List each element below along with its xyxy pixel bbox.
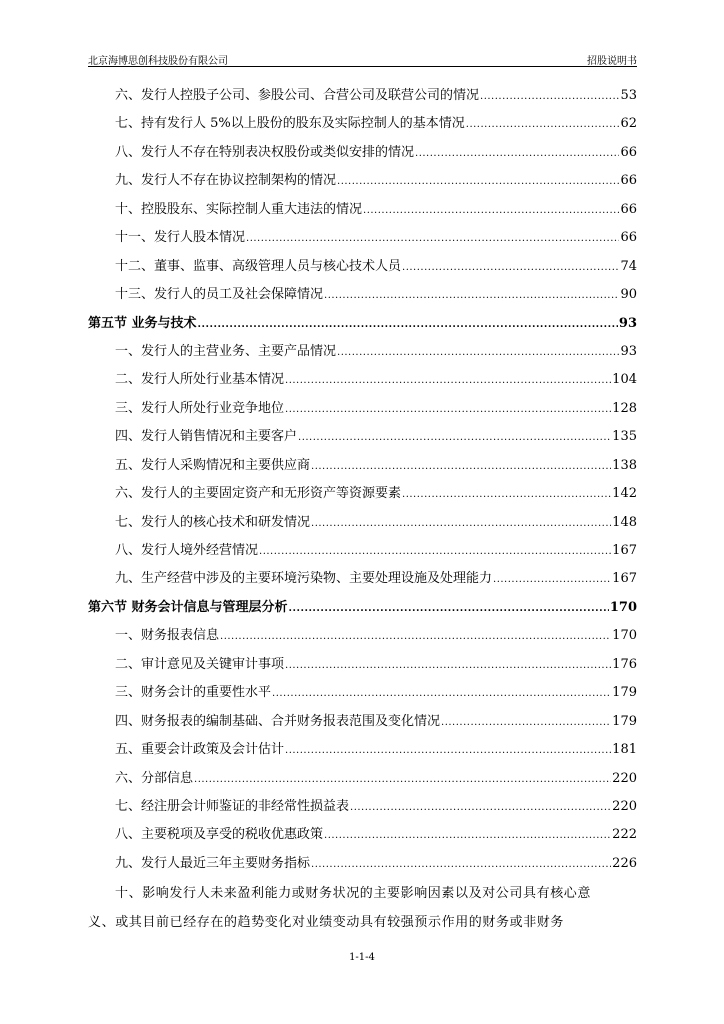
dot-leader	[324, 290, 619, 301]
toc-entry-page-number: 66	[620, 144, 637, 160]
dot-leader	[285, 375, 611, 386]
toc-entry-page-number: 220	[612, 770, 637, 786]
toc-entry[interactable]	[88, 368, 637, 396]
toc-entry-title: 五、发行人采购情况和主要供应商	[115, 457, 311, 473]
toc-entry-title: 十二、董事、监事、高级管理人员与核心技术人员	[115, 258, 402, 274]
toc-entry[interactable]	[88, 511, 637, 539]
toc-entry-page-number: 104	[612, 372, 637, 388]
toc-entry-page-number: 226	[612, 855, 637, 871]
dot-leader	[285, 660, 611, 671]
toc-entry-page-number: 170	[609, 599, 637, 615]
toc-entry[interactable]	[88, 198, 637, 226]
toc-entry-page-number: 179	[612, 685, 637, 701]
dot-leader	[324, 830, 611, 841]
toc-entry-page-number: 128	[612, 400, 637, 416]
toc-entry-title: 七、发行人的核心技术和研发情况	[115, 514, 311, 530]
toc-entry[interactable]	[88, 226, 637, 254]
dot-leader	[402, 262, 619, 273]
toc-entry-title: 八、主要税项及享受的税收优惠政策	[115, 827, 324, 843]
toc-entry[interactable]	[88, 112, 637, 140]
toc-entry-page-number: 142	[612, 486, 637, 502]
toc-entry[interactable]	[88, 141, 637, 169]
toc-entry-title: 十三、发行人的员工及社会保障情况	[115, 287, 324, 303]
dot-leader	[337, 176, 619, 187]
dot-leader	[311, 461, 611, 472]
toc-entry[interactable]	[88, 84, 637, 112]
toc-entry[interactable]	[88, 397, 637, 425]
toc-entry[interactable]	[88, 823, 637, 851]
dot-leader	[272, 688, 611, 699]
toc-entry[interactable]	[88, 255, 637, 283]
toc-entry-title: 八、发行人境外经营情况	[115, 543, 259, 558]
toc-entry-title: 三、财务会计的重要性水平	[115, 685, 272, 701]
toc-entry-title: 六、发行人的主要固定资产和无形资产等资源要素	[115, 486, 402, 502]
toc-entry-title: 八、发行人不存在特别表决权股份或类似安排的情况	[115, 144, 415, 160]
toc-entry[interactable]	[88, 425, 637, 453]
toc-entry[interactable]	[88, 795, 637, 823]
page-header	[88, 50, 637, 67]
toc-entry-page-number: 66	[620, 230, 637, 246]
toc-entry-page-number: 148	[612, 514, 637, 530]
toc-entry-title: 九、发行人不存在协议控制架构的情况	[115, 173, 337, 189]
toc-entry-continued-line1[interactable]: 十、影响发行人未来盈利能力或财务状况的主要影响因素以及对公司具有核心意	[115, 886, 592, 902]
toc-entry[interactable]	[88, 539, 637, 567]
toc-entry-page-number: 74	[620, 258, 637, 274]
toc-entry-page-number: 181	[612, 742, 637, 758]
toc-entry-page-number: 179	[612, 713, 637, 729]
toc-section-heading[interactable]	[88, 312, 637, 340]
toc-entry-page-number: 66	[620, 201, 637, 217]
toc-entry-title: 第五节 业务与技术	[88, 315, 197, 331]
toc-entry[interactable]	[88, 738, 637, 766]
header-document-type: 招股说明书	[587, 56, 637, 67]
dot-leader	[298, 432, 611, 443]
toc-entry-title: 九、生产经营中涉及的主要环境污染物、主要处理设施及处理能力	[115, 571, 493, 587]
dot-leader	[441, 717, 611, 728]
toc-entry-title: 一、财务报表信息	[115, 628, 220, 644]
dot-leader	[415, 148, 619, 159]
toc-entry-title: 四、发行人销售情况和主要客户	[115, 429, 298, 445]
dot-leader	[220, 631, 611, 642]
dot-leader	[246, 233, 619, 244]
toc-entry-page-number: 222	[612, 827, 637, 843]
dot-leader	[480, 91, 619, 102]
dot-leader	[337, 347, 619, 358]
toc-entry-title: 十一、发行人股本情况	[115, 230, 246, 246]
toc-entry-page-number: 62	[620, 116, 637, 132]
toc-entry-page-number: 93	[620, 343, 637, 359]
dot-leader	[311, 859, 611, 870]
page-number: 1-1-4	[349, 952, 375, 963]
toc-entry-title: 第六节 财务会计信息与管理层分析	[88, 599, 288, 615]
toc-entry-title: 五、重要会计政策及会计估计	[115, 742, 285, 758]
toc-entry[interactable]	[88, 482, 637, 510]
toc-entry[interactable]	[88, 454, 637, 482]
toc-entry[interactable]	[88, 624, 637, 652]
dot-leader	[311, 518, 611, 529]
toc-entry-page-number: 167	[612, 543, 637, 558]
toc-entry-title: 二、发行人所处行业基本情况	[115, 372, 285, 388]
toc-entry-title: 九、发行人最近三年主要财务指标	[115, 855, 311, 871]
toc-entry-title: 一、发行人的主营业务、主要产品情况	[115, 343, 337, 359]
toc-entry-title: 七、持有发行人 5%以上股份的股东及实际控制人的基本情况	[115, 116, 465, 132]
dot-leader	[194, 774, 611, 785]
toc-entry[interactable]	[88, 283, 637, 311]
toc-section-heading[interactable]	[88, 596, 637, 624]
header-company-name: 北京海博思创科技股份有限公司	[88, 56, 228, 67]
toc-entry[interactable]	[88, 710, 637, 738]
toc-entry-page-number: 220	[612, 798, 637, 814]
toc-entry-title: 十、控股股东、实际控制人重大违法的情况	[115, 201, 363, 217]
dot-leader	[466, 119, 620, 130]
toc-entry-page-number: 53	[620, 88, 637, 103]
dot-leader	[493, 574, 611, 585]
dot-leader	[289, 603, 609, 614]
dot-leader	[198, 319, 618, 330]
toc-entry-title: 六、发行人控股子公司、参股公司、合营公司及联营公司的情况	[115, 88, 480, 103]
toc-entry-page-number: 135	[612, 429, 637, 445]
toc-entry-title: 四、财务报表的编制基础、合并财务报表范围及变化情况	[115, 713, 441, 729]
toc-entry-page-number: 167	[612, 571, 637, 587]
toc-entry-page-number: 66	[620, 173, 637, 189]
toc-entry[interactable]	[88, 567, 637, 595]
toc-entry-title: 二、审计意见及关键审计事项	[115, 656, 285, 672]
toc-entry-continued-line2[interactable]: 义、或其目前已经存在的趋势变化对业绩变动具有较强预示作用的财务或非财务	[88, 914, 565, 930]
dot-leader	[363, 205, 619, 216]
toc-entry[interactable]	[88, 653, 637, 681]
toc-entry-title: 六、分部信息	[115, 770, 194, 786]
toc-entry[interactable]	[88, 681, 637, 709]
toc-entry-title: 七、经注册会计师鉴证的非经常性损益表	[115, 798, 350, 814]
toc-entry-page-number: 93	[618, 315, 637, 331]
toc-entry-title: 三、发行人所处行业竞争地位	[115, 400, 285, 416]
toc-entry[interactable]	[88, 340, 637, 368]
toc-entry-page-number: 138	[612, 457, 637, 473]
dot-leader	[350, 802, 611, 813]
toc-entry[interactable]	[88, 169, 637, 197]
toc-entry-page-number: 176	[612, 656, 637, 672]
toc-entry-page-number: 170	[612, 628, 637, 644]
table-of-contents	[88, 84, 637, 937]
toc-entry[interactable]	[88, 852, 637, 880]
toc-entry-page-number: 90	[620, 287, 637, 303]
toc-entry[interactable]	[88, 767, 637, 795]
dot-leader	[402, 489, 611, 500]
dot-leader	[285, 745, 611, 756]
dot-leader	[259, 546, 611, 557]
dot-leader	[285, 404, 611, 415]
